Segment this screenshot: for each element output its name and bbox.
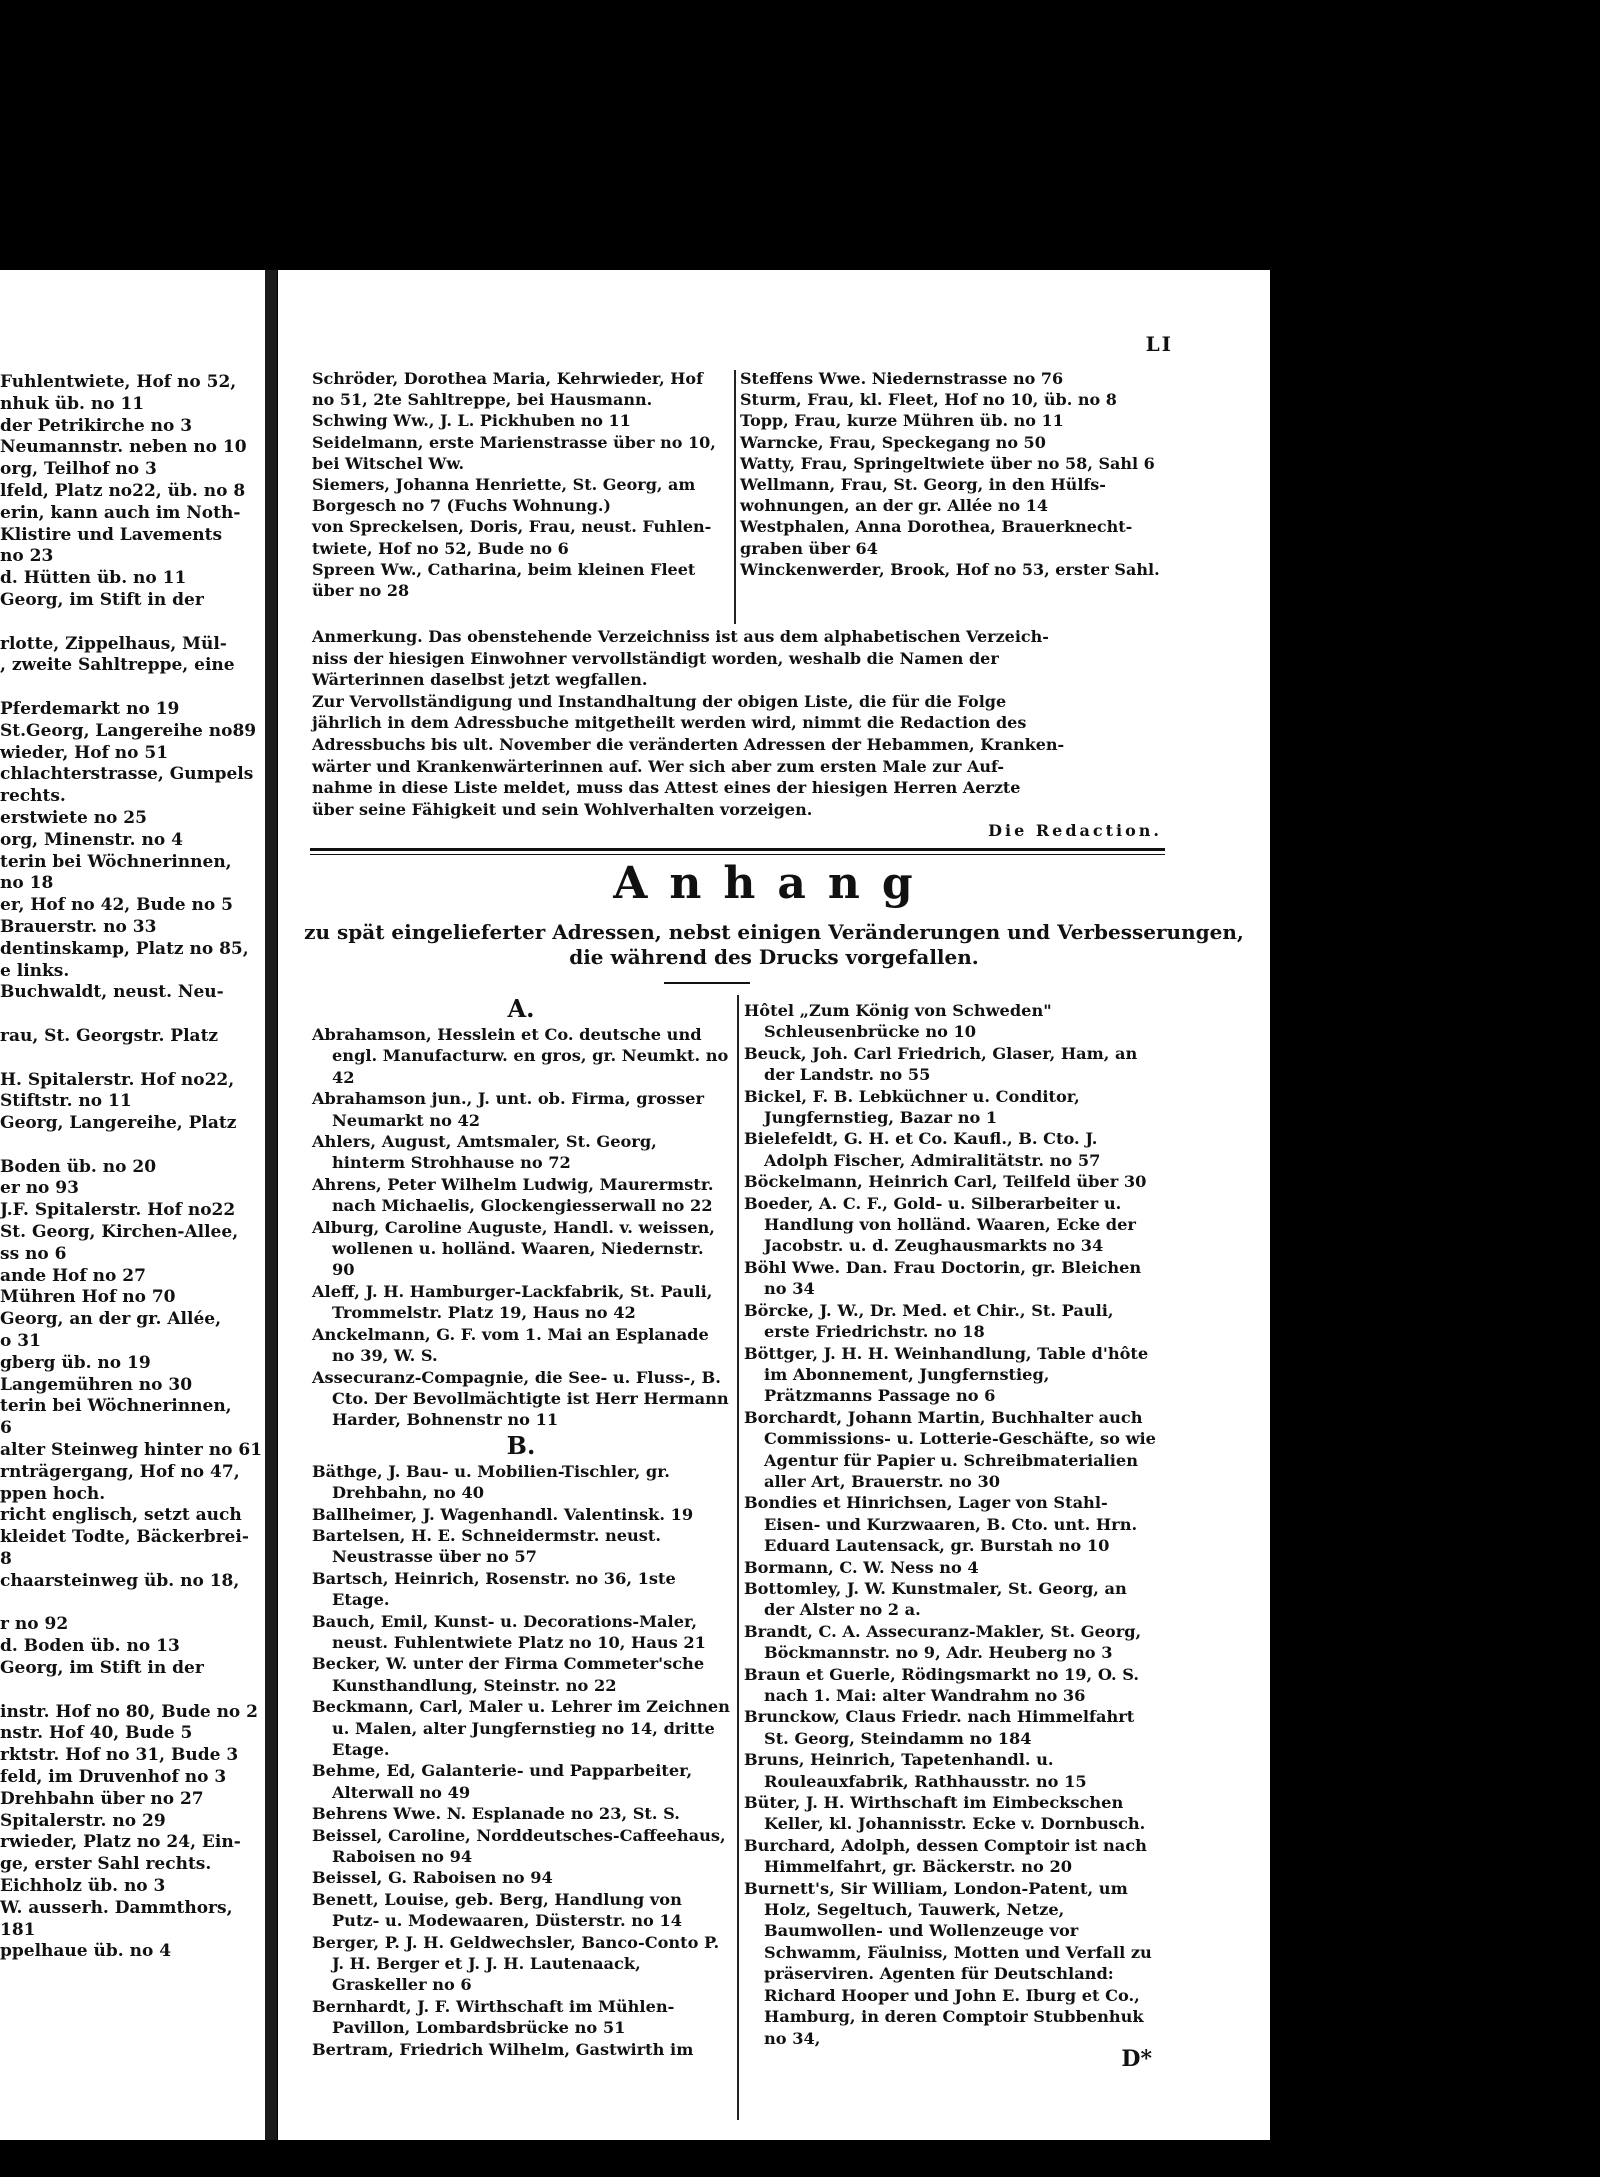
left-page-line: chaarsteinweg üb. no 18, <box>0 1570 240 1591</box>
page-number: LI <box>1145 332 1173 356</box>
note-line: niss der hiesigen Einwohner vervollständigt worden, weshalb die Namen der <box>312 648 999 668</box>
left-page-line <box>0 1135 262 1157</box>
directory-entry: Borchardt, Johann Martin, Buchhalter auch Commissions- u. Lotterie-Geschäfte, so wie Agentur für Papier u. Schreibmaterialien aller Art, Brauerstr. no 30 <box>744 1407 1156 1491</box>
directory-entry: Büter, J. H. Wirthschaft im Eimbeckschen Keller, kl. Johannisstr. Ecke v. Dornbusch. <box>744 1793 1146 1834</box>
left-page-line: feld, im Druvenhof no 3 <box>0 1767 227 1787</box>
entries-b-right <box>744 1000 1162 2049</box>
note-line: Anmerkung. Das obenstehende Verzeichniss ist aus dem alphabetischen Verzeich- <box>312 627 1049 646</box>
left-page-line: rechts. <box>0 786 66 807</box>
appendix-subtitle-line-2: die während des Drucks vorgefallen. <box>569 945 979 969</box>
left-page-line: terin bei Wöchnerinnen, <box>0 1396 232 1417</box>
directory-entry: Börcke, J. W., Dr. Med. et Chir., St. Pauli, erste Friedrichstr. no 18 <box>744 1300 1114 1342</box>
left-page-line: wieder, Hof no 51 <box>0 742 169 763</box>
appendix-right-column <box>744 1000 1162 2070</box>
section-rule <box>310 848 1165 851</box>
appendix-subtitle-line-1: zu spät eingelieferter Adressen, nebst einigen Veränderungen und Verbesserungen, <box>304 920 1244 944</box>
directory-entry: Bartelsen, H. E. Schneidermstr. neust. Neustrasse über no 57 <box>312 1525 662 1567</box>
directory-line: Wellmann, Frau, St. Georg, in den Hülfs- <box>740 475 1106 495</box>
directory-entry: Bertram, Friedrich Wilhelm, Gastwirth im <box>312 2039 694 2059</box>
directory-entry: Bauch, Emil, Kunst- u. Decorations-Maler, neust. Fuhlentwiete Platz no 10, Haus 21 <box>312 1611 706 1652</box>
left-page-line: Brauerstr. no 33 <box>0 916 157 937</box>
left-page-line: Eichholz üb. no 3 <box>0 1875 166 1896</box>
left-page-line: instr. Hof no 80, Bude no 2 <box>0 1701 259 1722</box>
left-page-line: rwieder, Platz no 24, Ein- <box>0 1832 241 1853</box>
left-page-line: kleidet Todte, Bäckerbrei- <box>0 1527 249 1548</box>
directory-line: Borgesch no 7 (Fuchs Wohnung.) <box>312 496 611 516</box>
left-page-line: erin, kann auch im Noth- <box>0 502 241 523</box>
left-page-line: St.Georg, Langereihe no89 <box>0 720 257 741</box>
left-page-line: dentinskamp, Platz no 85, <box>0 938 249 959</box>
directory-line: von Spreckelsen, Doris, Frau, neust. Fuhlen- <box>312 517 712 537</box>
left-page-line <box>0 1593 262 1615</box>
directory-entry: Bartsch, Heinrich, Rosenstr. no 36, 1ste Etage. <box>312 1568 676 1610</box>
directory-entry: Boeder, A. C. F., Gold- u. Silberarbeiter u. Handlung von holländ. Waaren, Ecke der Jacobstr. u. d. Zeughausmarkts no 34 <box>744 1193 1136 1256</box>
right-page <box>278 270 1270 2140</box>
directory-entry: Ballheimer, J. Wagenhandl. Valentinsk. 19 <box>312 1504 694 1524</box>
directory-entry: Becker, W. unter der Firma Commeter'sche Kunsthandlung, Steinstr. no 22 <box>312 1654 705 1695</box>
directory-entry: Burnett's, Sir William, London-Patent, um Holz, Segeltuch, Tauwerk, Netze, Baumwollen- und Wollenzeuge vor Schwamm, Fäulniss, Motten und Verfall zu präserviren. Agenten für Deutschland: Richard Hooper und John E. Iburg et Co., Hamburg, in deren Comptoir Stubbenhuk no 34, <box>744 1878 1152 2048</box>
left-page-line: er, Hof no 42, Bude no 5 <box>0 895 233 916</box>
left-page-line: Klistire und Lavements <box>0 524 223 545</box>
left-page-line: Georg, an der gr. Allée, <box>0 1309 221 1330</box>
left-page-line: H. Spitalerstr. Hof no22, <box>0 1069 235 1090</box>
left-page-line: Neumannstr. neben no 10 <box>0 437 247 458</box>
left-page-line: lfeld, Platz no22, üb. no 8 <box>0 480 246 501</box>
directory-line: graben über 64 <box>740 538 878 558</box>
directory-entry: Ahrens, Peter Wilhelm Ludwig, Maurermstr. nach Michaelis, Glockengiesserwall no 22 <box>312 1174 714 1216</box>
directory-entry: Benett, Louise, geb. Berg, Handlung von Putz- u. Modewaaren, Düsterstr. no 14 <box>312 1889 682 1931</box>
column-divider <box>734 370 736 624</box>
directory-line: Steffens Wwe. Niedernstrasse no 76 <box>740 369 1064 388</box>
left-page-line: e links. <box>0 960 70 981</box>
directory-line: Siemers, Johanna Henriette, St. Georg, am <box>312 475 696 495</box>
left-page-line: St. Georg, Kirchen-Allee, <box>0 1222 239 1243</box>
appendix-subtitle <box>278 920 1270 970</box>
directory-entry: Bottomley, J. W. Kunstmaler, St. Georg, an der Alster no 2 a. <box>744 1578 1127 1620</box>
directory-entry: Bruns, Heinrich, Tapetenhandl. u. Rouleauxfabrik, Rathhausstr. no 15 <box>744 1750 1087 1791</box>
letter-heading-b: B. <box>506 1430 536 1460</box>
left-page-line: 8 <box>0 1549 12 1570</box>
short-divider <box>664 982 750 984</box>
left-page-line: no 23 <box>0 546 54 567</box>
directory-line: wohnungen, an der gr. Allée no 14 <box>740 496 1048 516</box>
entries-b-left <box>312 1461 730 2060</box>
directory-entry: Bielefeldt, G. H. et Co. Kaufl., B. Cto. J. Adolph Fischer, Admiralitätstr. no 57 <box>744 1129 1101 1170</box>
directory-entry: Böttger, J. H. H. Weinhandlung, Table d'hôte im Abonnement, Jungfernstieg, Prätzmanns Passage no 6 <box>744 1343 1149 1406</box>
left-page-line: d. Boden üb. no 13 <box>0 1636 180 1657</box>
left-page-line: o 31 <box>0 1331 41 1352</box>
left-page-line <box>0 677 262 699</box>
book-gutter <box>265 270 277 2140</box>
left-page-line: no 18 <box>0 873 54 894</box>
directory-entry: Aleff, J. H. Hamburger-Lackfabrik, St. Pauli, Trommelstr. Platz 19, Haus no 42 <box>312 1281 713 1323</box>
directory-entry: Brunckow, Claus Friedr. nach Himmelfahrt St. Georg, Steindamm no 184 <box>744 1707 1135 1748</box>
left-page-line: Stiftstr. no 11 <box>0 1091 132 1112</box>
left-page-line <box>0 1680 262 1702</box>
appendix-column-divider <box>737 995 739 2120</box>
left-page-line: rktstr. Hof no 31, Bude 3 <box>0 1745 239 1766</box>
appendix-left-column <box>312 994 730 2060</box>
directory-entry: Beckmann, Carl, Maler u. Lehrer im Zeichnen u. Malen, alter Jungfernstieg no 14, dritte Etage. <box>312 1697 730 1759</box>
note-line: Wärterinnen daselbst jetzt wegfallen. <box>312 670 648 690</box>
directory-line: Schwing Ww., J. L. Pickhuben no 11 <box>312 411 631 431</box>
directory-line: Spreen Ww., Catharina, beim kleinen Fleet <box>312 559 696 579</box>
directory-line: no 51, 2te Sahltreppe, bei Hausmann. <box>312 390 653 410</box>
directory-entry: Behme, Ed, Galanterie- und Papparbeiter, Alterwall no 49 <box>312 1761 693 1802</box>
directory-entry: Berger, P. J. H. Geldwechsler, Banco-Conto P. J. H. Berger et J. J. H. Lautenaack, Graskeller no 6 <box>312 1932 720 1995</box>
left-page-line: W. ausserh. Dammthors, <box>0 1897 233 1918</box>
section-rule-thin <box>310 854 1165 855</box>
left-page-line: terin bei Wöchnerinnen, <box>0 851 232 872</box>
left-page-column <box>0 372 262 1963</box>
directory-entry: Beissel, Caroline, Norddeutsches-Caffeehaus, Raboisen no 94 <box>312 1825 726 1867</box>
left-page-line: 181 <box>0 1919 36 1940</box>
left-page-line: , zweite Sahltreppe, eine <box>0 655 235 676</box>
left-page-line: alter Steinweg hinter no 61 <box>0 1440 262 1461</box>
directory-line: Sturm, Frau, kl. Fleet, Hof no 10, üb. no 8 <box>740 390 1117 410</box>
entries-a <box>312 1024 730 1431</box>
note-line: jährlich in dem Adressbuche mitgetheilt werden wird, nimmt die Redaction des <box>312 713 1027 733</box>
left-page-line: ppen hoch. <box>0 1483 106 1504</box>
directory-entry: Brandt, C. A. Assecuranz-Makler, St. Georg, Böckmannstr. no 9, Adr. Heuberg no 3 <box>744 1621 1142 1663</box>
left-page-line: erstwiete no 25 <box>0 807 147 828</box>
directory-entry: Beissel, G. Raboisen no 94 <box>312 1868 553 1888</box>
directory-entry: Braun et Guerle, Rödingsmarkt no 19, O. S. nach 1. Mai: alter Wandrahm no 36 <box>744 1664 1139 1705</box>
left-page-line: Buchwaldt, neust. Neu- <box>0 982 224 1003</box>
left-page-line: Langemühren no 30 <box>0 1374 193 1395</box>
directory-entry: Abrahamson jun., J. unt. ob. Firma, grosser Neumarkt no 42 <box>312 1089 705 1130</box>
left-page-line <box>0 612 262 634</box>
left-page-line: rau, St. Georgstr. Platz <box>0 1025 219 1046</box>
left-page-line: org, Minenstr. no 4 <box>0 829 183 850</box>
left-page-line: Boden üb. no 20 <box>0 1156 157 1177</box>
note-line: über seine Fähigkeit und sein Wohlverhalten vorzeigen. <box>312 799 813 819</box>
directory-line: Topp, Frau, kurze Mühren üb. no 11 <box>740 411 1064 431</box>
directory-entry: Assecuranz-Compagnie, die See- u. Fluss-, B. Cto. Der Bevollmächtigte ist Herr Hermann Harder, Bohnenstr no 11 <box>312 1367 729 1430</box>
left-page-line: J.F. Spitalerstr. Hof no22 <box>0 1200 236 1221</box>
directory-entry: Beuck, Joh. Carl Friedrich, Glaser, Ham, an der Landstr. no 55 <box>744 1043 1138 1085</box>
directory-entry: Burchard, Adolph, dessen Comptoir ist nach Himmelfahrt, gr. Bäckerstr. no 20 <box>744 1835 1147 1877</box>
left-page-line: der Petrikirche no 3 <box>0 415 193 436</box>
signature-mark: D* <box>1121 2045 1152 2072</box>
left-page-line: rlotte, Zippelhaus, Mül- <box>0 633 227 654</box>
left-page-line: gberg üb. no 19 <box>0 1352 151 1373</box>
directory-line: Seidelmann, erste Marienstrasse über no 10, <box>312 432 716 452</box>
left-page-line: ge, erster Sahl rechts. <box>0 1854 212 1875</box>
directory-entry: Bickel, F. B. Lebküchner u. Conditor, Jungfernstieg, Bazar no 1 <box>744 1086 1080 1128</box>
note-line: nahme in diese Liste meldet, muss das Attest eines der hiesigen Herren Aerzte <box>312 778 1021 798</box>
directory-entry: Böckelmann, Heinrich Carl, Teilfeld über 30 <box>744 1172 1147 1192</box>
left-page-line: Mühren Hof no 70 <box>0 1287 176 1308</box>
directory-entry: Bernhardt, J. F. Wirthschaft im Mühlen-Pavillon, Lombardsbrücke no 51 <box>312 1996 675 2038</box>
directory-entry: Bondies et Hinrichsen, Lager von Stahl- Eisen- und Kurzwaaren, B. Cto. unt. Hrn. Eduard Lautensack, gr. Burstah no 10 <box>744 1493 1138 1556</box>
directory-line: Westphalen, Anna Dorothea, Brauerknecht- <box>740 517 1133 537</box>
left-page-line: er no 93 <box>0 1178 79 1199</box>
left-page-line: nstr. Hof 40, Bude 5 <box>0 1723 193 1744</box>
left-page-line: ande Hof no 27 <box>0 1265 146 1286</box>
left-page-line: ppelhaue üb. no 4 <box>0 1941 172 1962</box>
directory-entry: Abrahamson, Hesslein et Co. deutsche und engl. Manufacturw. en gros, gr. Neumkt. no 42 <box>312 1025 729 1087</box>
directory-line: Winckenwerder, Brook, Hof no 53, erster Sahl. <box>740 559 1160 579</box>
directory-line: Warncke, Frau, Speckegang no 50 <box>740 432 1046 452</box>
directory-entry: Behrens Wwe. N. Esplanade no 23, St. S. <box>312 1804 680 1824</box>
directory-entry: Bäthge, J. Bau- u. Mobilien-Tischler, gr. Drehbahn, no 40 <box>312 1461 670 1503</box>
annotation-note <box>312 626 1162 842</box>
directory-line: Schröder, Dorothea Maria, Kehrwieder, Hof <box>312 369 703 388</box>
directory-entry: Böhl Wwe. Dan. Frau Doctorin, gr. Bleichen no 34 <box>744 1257 1142 1299</box>
directory-entry: Alburg, Caroline Auguste, Handl. v. weissen, wollenen u. holländ. Waaren, Niedernstr. 90 <box>312 1217 715 1280</box>
left-page-fragment <box>0 270 265 2140</box>
directory-line: Watty, Frau, Springeltwiete über no 58, Sahl 6 <box>740 453 1155 473</box>
top-right-entries <box>740 368 1160 580</box>
letter-heading-a: A. <box>507 994 535 1023</box>
left-page-line: rnträgergang, Hof no 47, <box>0 1461 240 1482</box>
appendix-title: Anhang <box>613 858 935 909</box>
note-line: Adressbuchs bis ult. November die veränderten Adressen der Hebammen, Kranken- <box>312 734 1065 754</box>
left-page-line: Georg, Langereihe, Platz <box>0 1113 237 1134</box>
left-page-line: Spitalerstr. no 29 <box>0 1810 166 1831</box>
directory-line: über no 28 <box>312 581 410 601</box>
left-page-line: Georg, im Stift in der <box>0 589 204 610</box>
directory-line: twiete, Hof no 52, Bude no 6 <box>312 538 569 558</box>
left-page-line: richt englisch, setzt auch <box>0 1505 242 1526</box>
left-page-line: org, Teilhof no 3 <box>0 459 157 480</box>
left-page-line: r no 92 <box>0 1614 69 1635</box>
left-page-line: chlachterstrasse, Gumpels <box>0 764 254 785</box>
left-page-line <box>0 1004 262 1026</box>
left-page-line: Georg, im Stift in der <box>0 1658 204 1679</box>
left-page-line: Pferdemarkt no 19 <box>0 698 180 719</box>
left-page-line: ss no 6 <box>0 1243 67 1264</box>
directory-entry: Bormann, C. W. Ness no 4 <box>744 1557 979 1577</box>
left-page-line: Drehbahn über no 27 <box>0 1788 204 1809</box>
note-line: Zur Vervollständigung und Instandhaltung der obigen Liste, die für die Folge <box>312 691 1007 711</box>
directory-line: bei Witschel Ww. <box>312 453 465 473</box>
note-line: wärter und Krankenwärterinnen auf. Wer sich aber zum ersten Male zur Auf- <box>312 756 1004 776</box>
left-page-line: nhuk üb. no 11 <box>0 393 145 414</box>
left-page-line <box>0 1048 262 1070</box>
left-page-line: d. Hütten üb. no 11 <box>0 568 187 589</box>
left-page-line: Fuhlentwiete, Hof no 52, <box>0 372 237 392</box>
note-text <box>312 626 1162 820</box>
directory-entry: Hôtel „Zum König von Schweden" Schleusenbrücke no 10 <box>744 1001 1052 1042</box>
note-signature: Die Redaction. <box>988 821 1162 841</box>
directory-entry: Anckelmann, G. F. vom 1. Mai an Esplanade no 39, W. S. <box>312 1324 709 1366</box>
top-left-entries <box>312 368 732 601</box>
directory-entry: Ahlers, August, Amtsmaler, St. Georg, hinterm Strohhause no 72 <box>312 1132 657 1173</box>
left-page-line: 6 <box>0 1418 12 1439</box>
